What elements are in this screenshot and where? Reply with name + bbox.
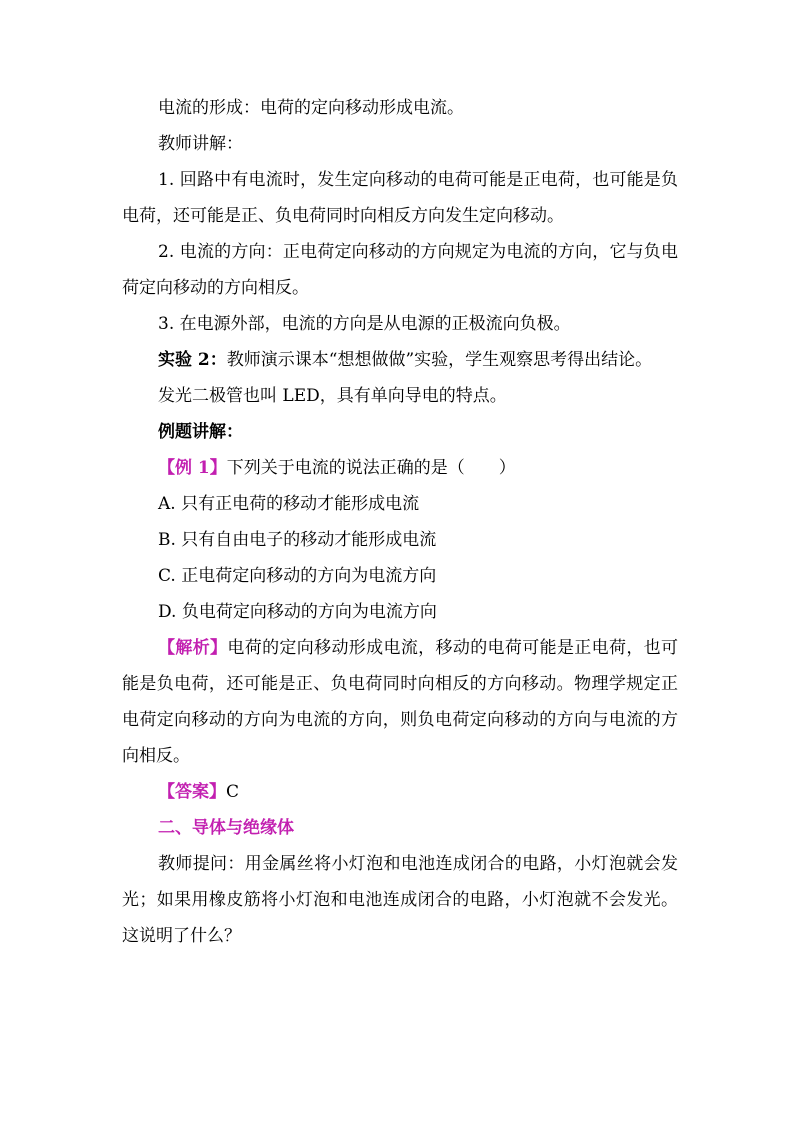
- paragraph-point-3: 3. 在电源外部，电流的方向是从电源的正极流向负极。: [158, 314, 571, 334]
- analysis-paragraph: [122, 630, 678, 774]
- example-1-text: 下列关于电流的说法正确的是（ ）: [226, 458, 516, 478]
- option-b: B. 只有自由电子的移动才能形成电流: [158, 530, 437, 550]
- paragraph-teacher-question: 教师提问：用金属丝将小灯泡和电池连成闭合的电路，小灯泡就会发光；如果用橡皮筋将小灯泡和电池连成闭合的电路，小灯泡就不会发光。这说明了什么？: [122, 854, 678, 946]
- paragraph-point-2: 2. 电流的方向：正电荷定向移动的方向规定为电流的方向，它与负电荷定向移动的方向相反。: [122, 242, 678, 298]
- paragraph-point-1: 1. 回路中有电流时，发生定向移动的电荷可能是正电荷，也可能是负电荷，还可能是正、负电荷同时向相反方向发生定向移动。: [122, 170, 678, 226]
- paragraph-teacher-explain: 教师讲解：: [158, 134, 243, 154]
- experiment-2-label: 实验 2：: [158, 350, 227, 370]
- paragraph-experiment-2: [122, 342, 678, 378]
- experiment-2-text: 教师演示课本“想想做做”实验，学生观察思考得出结论。: [226, 350, 653, 370]
- answer-value: C: [226, 782, 240, 802]
- document-page: [122, 90, 678, 954]
- example-1-label: 【例 1】: [158, 458, 227, 478]
- option-a: A. 只有正电荷的移动才能形成电流: [158, 494, 420, 514]
- example-heading: 例题讲解：: [158, 422, 243, 442]
- answer-paragraph: [122, 774, 678, 810]
- option-c: C. 正电荷定向移动的方向为电流方向: [158, 566, 437, 586]
- analysis-text: 电荷的定向移动形成电流，移动的电荷可能是正电荷，也可能是负电荷，还可能是正、负电荷同时向相反的方向移动。物理学规定正电荷定向移动的方向为电流的方向，则负电荷定向移动的方向与电流的方向相反。: [122, 638, 679, 766]
- paragraph-led: 发光二极管也叫 LED，具有单向导电的特点。: [158, 386, 507, 406]
- example-1-question: [122, 450, 678, 486]
- option-d: D. 负电荷定向移动的方向为电流方向: [158, 602, 437, 622]
- section-heading-2: 二、导体与绝缘体: [158, 818, 294, 838]
- analysis-label: 【解析】: [158, 638, 228, 658]
- paragraph-formation: 电流的形成：电荷的定向移动形成电流。: [158, 98, 464, 118]
- answer-label: 【答案】: [158, 782, 226, 802]
